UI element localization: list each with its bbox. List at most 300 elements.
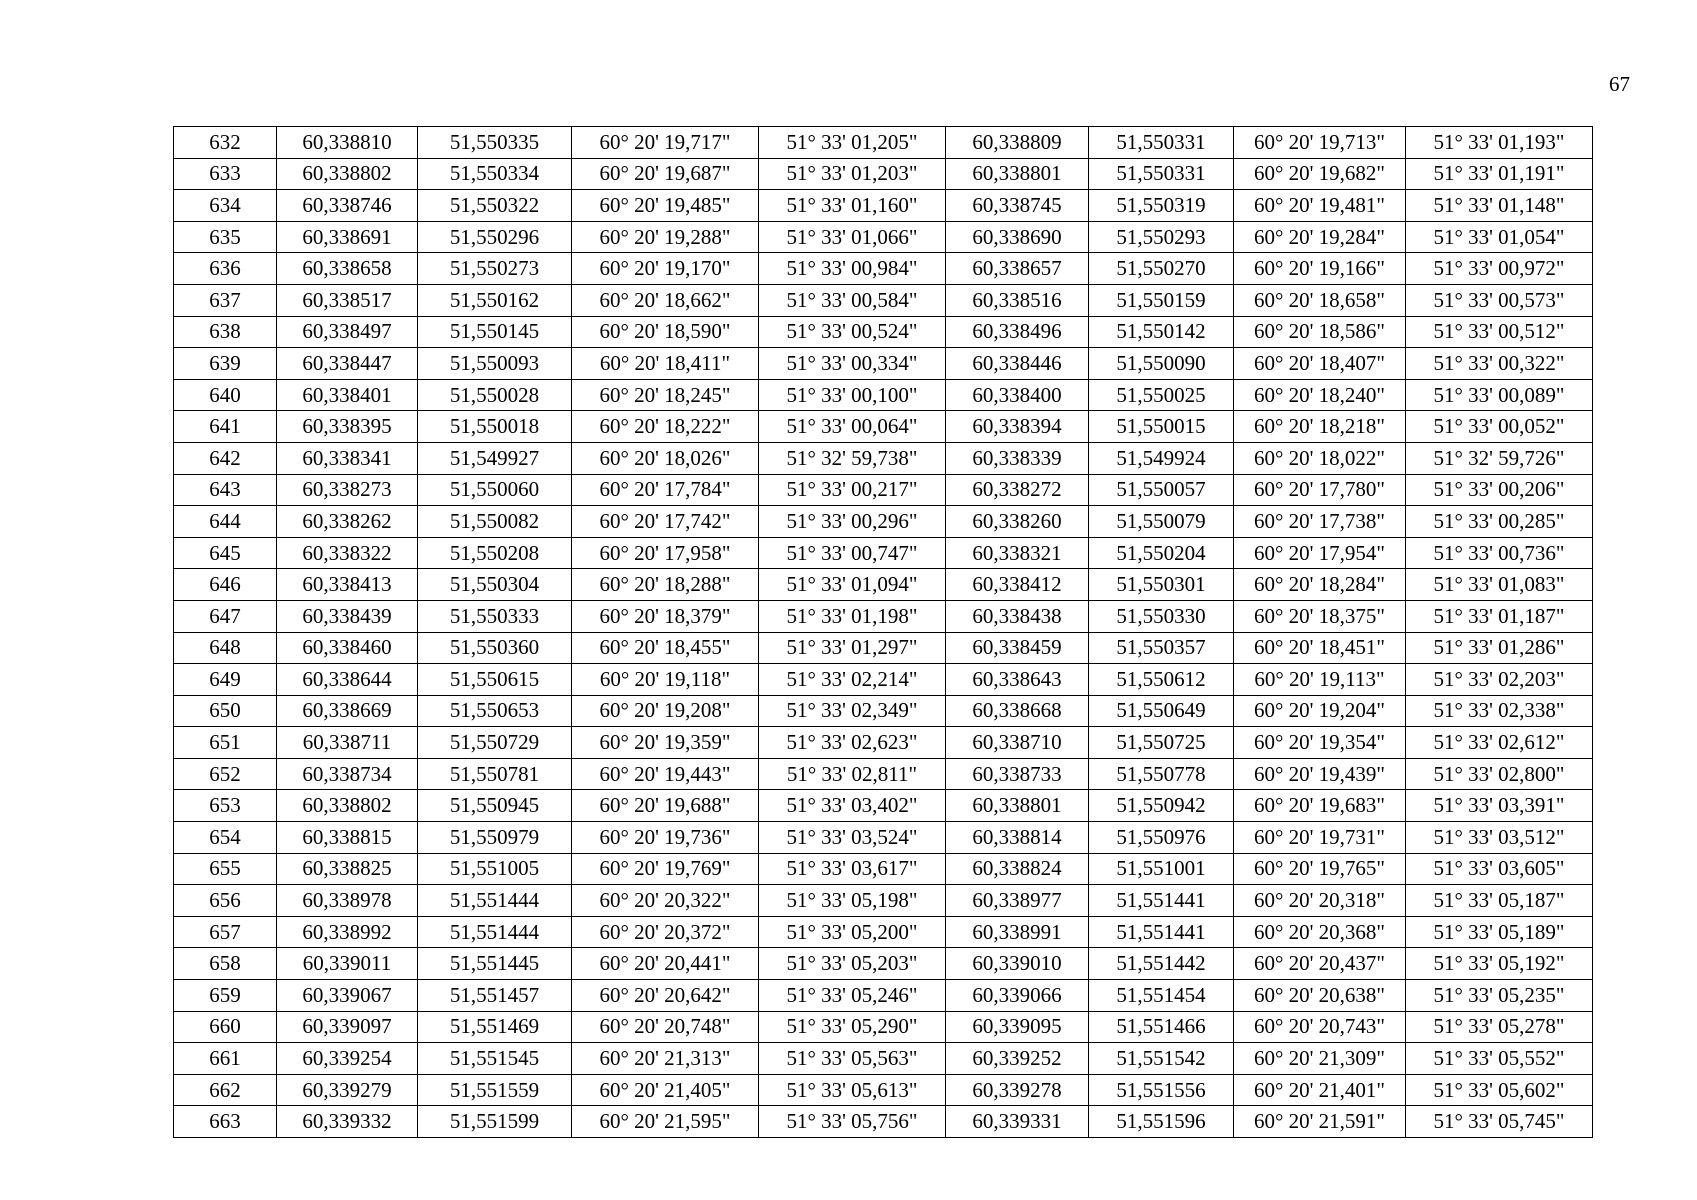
longitude-dms-cell: 51° 33' 01,198" [759,600,946,632]
longitude-decimal-cell: 51,551444 [418,916,572,948]
latitude-dms-cell: 60° 20' 19,688" [572,790,759,822]
longitude-decimal-cell: 51,550653 [418,695,572,727]
longitude-decimal-cell: 51,550304 [418,569,572,601]
longitude-decimal-alt-cell: 51,551466 [1089,1011,1234,1043]
latitude-dms-alt-cell: 60° 20' 18,284" [1234,569,1406,601]
latitude-decimal-cell: 60,338992 [277,916,418,948]
longitude-decimal-alt-cell: 51,550649 [1089,695,1234,727]
latitude-dms-alt-cell: 60° 20' 18,451" [1234,632,1406,664]
latitude-decimal-cell: 60,338322 [277,537,418,569]
latitude-decimal-cell: 60,338644 [277,664,418,696]
longitude-dms-alt-cell: 51° 33' 02,203" [1406,664,1593,696]
longitude-decimal-cell: 51,550729 [418,727,572,759]
longitude-decimal-alt-cell: 51,550090 [1089,348,1234,380]
latitude-dms-cell: 60° 20' 19,359" [572,727,759,759]
longitude-decimal-alt-cell: 51,550976 [1089,822,1234,854]
longitude-dms-alt-cell: 51° 33' 00,322" [1406,348,1593,380]
latitude-decimal-alt-cell: 60,338438 [946,600,1089,632]
longitude-decimal-cell: 51,551599 [418,1106,572,1138]
latitude-decimal-cell: 60,338517 [277,284,418,316]
longitude-dms-cell: 51° 33' 00,100" [759,379,946,411]
longitude-decimal-alt-cell: 51,550612 [1089,664,1234,696]
table-row [174,1074,1593,1106]
longitude-dms-cell: 51° 33' 02,349" [759,695,946,727]
point-number-cell: 663 [174,1106,277,1138]
latitude-dms-alt-cell: 60° 20' 19,354" [1234,727,1406,759]
longitude-dms-alt-cell: 51° 33' 03,391" [1406,790,1593,822]
longitude-dms-alt-cell: 51° 33' 01,083" [1406,569,1593,601]
longitude-decimal-alt-cell: 51,550330 [1089,600,1234,632]
latitude-dms-cell: 60° 20' 19,485" [572,190,759,222]
latitude-decimal-alt-cell: 60,338272 [946,474,1089,506]
longitude-dms-cell: 51° 33' 00,747" [759,537,946,569]
latitude-dms-cell: 60° 20' 19,208" [572,695,759,727]
latitude-dms-cell: 60° 20' 20,748" [572,1011,759,1043]
point-number-cell: 640 [174,379,277,411]
latitude-dms-alt-cell: 60° 20' 17,954" [1234,537,1406,569]
point-number-cell: 655 [174,853,277,885]
table-row [174,253,1593,285]
latitude-dms-alt-cell: 60° 20' 18,658" [1234,284,1406,316]
latitude-dms-alt-cell: 60° 20' 19,204" [1234,695,1406,727]
longitude-decimal-alt-cell: 51,550142 [1089,316,1234,348]
latitude-decimal-alt-cell: 60,339252 [946,1043,1089,1075]
latitude-dms-cell: 60° 20' 19,118" [572,664,759,696]
table-row [174,1106,1593,1138]
point-number-cell: 645 [174,537,277,569]
table-row [174,348,1593,380]
longitude-dms-cell: 51° 33' 05,290" [759,1011,946,1043]
point-number-cell: 639 [174,348,277,380]
latitude-decimal-cell: 60,338460 [277,632,418,664]
point-number-cell: 637 [174,284,277,316]
longitude-dms-cell: 51° 33' 01,203" [759,158,946,190]
longitude-dms-alt-cell: 51° 33' 05,552" [1406,1043,1593,1075]
longitude-dms-alt-cell: 51° 33' 00,573" [1406,284,1593,316]
latitude-decimal-cell: 60,338413 [277,569,418,601]
longitude-dms-alt-cell: 51° 33' 05,602" [1406,1074,1593,1106]
latitude-decimal-cell: 60,339097 [277,1011,418,1043]
latitude-decimal-cell: 60,338658 [277,253,418,285]
latitude-dms-alt-cell: 60° 20' 20,368" [1234,916,1406,948]
latitude-dms-alt-cell: 60° 20' 20,437" [1234,948,1406,980]
latitude-dms-alt-cell: 60° 20' 21,591" [1234,1106,1406,1138]
latitude-dms-alt-cell: 60° 20' 20,638" [1234,980,1406,1012]
latitude-dms-alt-cell: 60° 20' 20,743" [1234,1011,1406,1043]
longitude-decimal-alt-cell: 51,549924 [1089,442,1234,474]
longitude-dms-alt-cell: 51° 33' 01,193" [1406,127,1593,159]
latitude-decimal-cell: 60,338691 [277,221,418,253]
latitude-decimal-alt-cell: 60,338459 [946,632,1089,664]
longitude-decimal-alt-cell: 51,551542 [1089,1043,1234,1075]
table-row [174,569,1593,601]
longitude-decimal-cell: 51,550018 [418,411,572,443]
latitude-dms-alt-cell: 60° 20' 17,780" [1234,474,1406,506]
table-row [174,758,1593,790]
longitude-decimal-alt-cell: 51,551454 [1089,980,1234,1012]
point-number-cell: 636 [174,253,277,285]
longitude-dms-alt-cell: 51° 33' 00,285" [1406,506,1593,538]
table-row [174,442,1593,474]
longitude-dms-cell: 51° 33' 01,094" [759,569,946,601]
longitude-dms-alt-cell: 51° 33' 00,972" [1406,253,1593,285]
point-number-cell: 644 [174,506,277,538]
longitude-dms-alt-cell: 51° 33' 01,187" [1406,600,1593,632]
latitude-decimal-alt-cell: 60,338814 [946,822,1089,854]
point-number-cell: 659 [174,980,277,1012]
longitude-decimal-cell: 51,550360 [418,632,572,664]
latitude-decimal-alt-cell: 60,338516 [946,284,1089,316]
longitude-dms-cell: 51° 33' 05,563" [759,1043,946,1075]
latitude-decimal-cell: 60,338395 [277,411,418,443]
longitude-decimal-alt-cell: 51,550293 [1089,221,1234,253]
latitude-decimal-cell: 60,338746 [277,190,418,222]
latitude-decimal-alt-cell: 60,339066 [946,980,1089,1012]
latitude-decimal-alt-cell: 60,338339 [946,442,1089,474]
point-number-cell: 647 [174,600,277,632]
latitude-dms-cell: 60° 20' 20,642" [572,980,759,1012]
latitude-decimal-alt-cell: 60,338668 [946,695,1089,727]
table-row [174,411,1593,443]
latitude-decimal-cell: 60,338711 [277,727,418,759]
point-number-cell: 662 [174,1074,277,1106]
longitude-decimal-alt-cell: 51,551441 [1089,916,1234,948]
latitude-decimal-alt-cell: 60,338824 [946,853,1089,885]
point-number-cell: 657 [174,916,277,948]
latitude-decimal-cell: 60,339332 [277,1106,418,1138]
longitude-decimal-cell: 51,549927 [418,442,572,474]
table-row [174,158,1593,190]
latitude-dms-alt-cell: 60° 20' 18,022" [1234,442,1406,474]
latitude-decimal-alt-cell: 60,338991 [946,916,1089,948]
longitude-dms-cell: 51° 33' 02,623" [759,727,946,759]
point-number-cell: 641 [174,411,277,443]
latitude-decimal-alt-cell: 60,339278 [946,1074,1089,1106]
longitude-dms-cell: 51° 33' 05,198" [759,885,946,917]
latitude-dms-cell: 60° 20' 19,736" [572,822,759,854]
longitude-dms-alt-cell: 51° 33' 05,745" [1406,1106,1593,1138]
longitude-decimal-alt-cell: 51,550331 [1089,127,1234,159]
longitude-decimal-cell: 51,550296 [418,221,572,253]
longitude-dms-alt-cell: 51° 33' 03,605" [1406,853,1593,885]
latitude-decimal-alt-cell: 60,338496 [946,316,1089,348]
point-number-cell: 634 [174,190,277,222]
latitude-decimal-alt-cell: 60,338745 [946,190,1089,222]
longitude-decimal-alt-cell: 51,550204 [1089,537,1234,569]
latitude-decimal-cell: 60,338439 [277,600,418,632]
longitude-decimal-cell: 51,550335 [418,127,572,159]
longitude-decimal-cell: 51,550334 [418,158,572,190]
latitude-decimal-cell: 60,339254 [277,1043,418,1075]
point-number-cell: 632 [174,127,277,159]
latitude-dms-cell: 60° 20' 17,742" [572,506,759,538]
latitude-decimal-alt-cell: 60,338733 [946,758,1089,790]
latitude-decimal-cell: 60,339011 [277,948,418,980]
table-row [174,885,1593,917]
point-number-cell: 654 [174,822,277,854]
latitude-decimal-alt-cell: 60,338260 [946,506,1089,538]
longitude-dms-alt-cell: 51° 33' 00,052" [1406,411,1593,443]
table-row [174,474,1593,506]
longitude-dms-cell: 51° 33' 05,203" [759,948,946,980]
longitude-dms-cell: 51° 33' 03,617" [759,853,946,885]
table-row [174,853,1593,885]
table-row [174,695,1593,727]
latitude-decimal-cell: 60,338497 [277,316,418,348]
latitude-dms-alt-cell: 60° 20' 19,765" [1234,853,1406,885]
table-row [174,980,1593,1012]
latitude-dms-alt-cell: 60° 20' 19,481" [1234,190,1406,222]
longitude-decimal-alt-cell: 51,550025 [1089,379,1234,411]
table-row [174,790,1593,822]
latitude-dms-alt-cell: 60° 20' 21,309" [1234,1043,1406,1075]
longitude-decimal-alt-cell: 51,551441 [1089,885,1234,917]
latitude-dms-cell: 60° 20' 19,443" [572,758,759,790]
longitude-dms-cell: 51° 33' 00,064" [759,411,946,443]
table-row [174,221,1593,253]
latitude-dms-alt-cell: 60° 20' 19,683" [1234,790,1406,822]
latitude-decimal-cell: 60,338825 [277,853,418,885]
point-number-cell: 635 [174,221,277,253]
latitude-dms-cell: 60° 20' 18,590" [572,316,759,348]
longitude-dms-cell: 51° 33' 01,205" [759,127,946,159]
longitude-decimal-cell: 51,550273 [418,253,572,285]
latitude-dms-alt-cell: 60° 20' 19,682" [1234,158,1406,190]
longitude-dms-alt-cell: 51° 33' 00,736" [1406,537,1593,569]
latitude-dms-alt-cell: 60° 20' 18,586" [1234,316,1406,348]
longitude-dms-cell: 51° 33' 02,811" [759,758,946,790]
longitude-decimal-cell: 51,551469 [418,1011,572,1043]
latitude-decimal-cell: 60,338401 [277,379,418,411]
latitude-dms-cell: 60° 20' 18,026" [572,442,759,474]
longitude-decimal-cell: 51,551559 [418,1074,572,1106]
latitude-dms-alt-cell: 60° 20' 19,713" [1234,127,1406,159]
latitude-decimal-alt-cell: 60,338977 [946,885,1089,917]
latitude-dms-cell: 60° 20' 17,784" [572,474,759,506]
longitude-decimal-alt-cell: 51,550942 [1089,790,1234,822]
longitude-dms-cell: 51° 33' 03,524" [759,822,946,854]
latitude-decimal-cell: 60,338815 [277,822,418,854]
longitude-decimal-alt-cell: 51,551442 [1089,948,1234,980]
table-row [174,727,1593,759]
latitude-dms-alt-cell: 60° 20' 18,240" [1234,379,1406,411]
latitude-dms-cell: 60° 20' 18,411" [572,348,759,380]
longitude-dms-cell: 51° 33' 00,334" [759,348,946,380]
latitude-dms-cell: 60° 20' 18,455" [572,632,759,664]
longitude-decimal-alt-cell: 51,550057 [1089,474,1234,506]
table-row [174,127,1593,159]
table-row [174,822,1593,854]
longitude-dms-cell: 51° 33' 00,984" [759,253,946,285]
longitude-decimal-alt-cell: 51,550015 [1089,411,1234,443]
longitude-decimal-cell: 51,550162 [418,284,572,316]
latitude-decimal-cell: 60,339279 [277,1074,418,1106]
longitude-dms-cell: 51° 32' 59,738" [759,442,946,474]
latitude-decimal-cell: 60,338447 [277,348,418,380]
table-row [174,632,1593,664]
longitude-decimal-alt-cell: 51,550270 [1089,253,1234,285]
longitude-decimal-alt-cell: 51,551596 [1089,1106,1234,1138]
latitude-dms-alt-cell: 60° 20' 17,738" [1234,506,1406,538]
latitude-decimal-alt-cell: 60,338657 [946,253,1089,285]
latitude-dms-cell: 60° 20' 18,245" [572,379,759,411]
latitude-dms-alt-cell: 60° 20' 21,401" [1234,1074,1406,1106]
longitude-dms-cell: 51° 33' 03,402" [759,790,946,822]
longitude-decimal-cell: 51,550781 [418,758,572,790]
longitude-decimal-cell: 51,551444 [418,885,572,917]
longitude-decimal-cell: 51,550945 [418,790,572,822]
latitude-dms-alt-cell: 60° 20' 18,407" [1234,348,1406,380]
latitude-decimal-cell: 60,338802 [277,790,418,822]
latitude-dms-cell: 60° 20' 18,662" [572,284,759,316]
latitude-dms-cell: 60° 20' 20,441" [572,948,759,980]
longitude-decimal-cell: 51,550028 [418,379,572,411]
point-number-cell: 638 [174,316,277,348]
table-row [174,1043,1593,1075]
longitude-dms-cell: 51° 33' 01,160" [759,190,946,222]
longitude-dms-cell: 51° 33' 05,756" [759,1106,946,1138]
latitude-decimal-alt-cell: 60,338394 [946,411,1089,443]
longitude-dms-alt-cell: 51° 33' 05,189" [1406,916,1593,948]
latitude-decimal-cell: 60,338262 [277,506,418,538]
latitude-dms-alt-cell: 60° 20' 18,375" [1234,600,1406,632]
table-row [174,664,1593,696]
longitude-dms-alt-cell: 51° 33' 05,187" [1406,885,1593,917]
longitude-decimal-alt-cell: 51,550357 [1089,632,1234,664]
coordinates-table-body [174,127,1593,1138]
longitude-decimal-cell: 51,550333 [418,600,572,632]
longitude-decimal-cell: 51,550145 [418,316,572,348]
latitude-decimal-cell: 60,339067 [277,980,418,1012]
latitude-decimal-cell: 60,338273 [277,474,418,506]
point-number-cell: 660 [174,1011,277,1043]
table-row [174,916,1593,948]
longitude-decimal-cell: 51,550060 [418,474,572,506]
longitude-dms-alt-cell: 51° 33' 02,800" [1406,758,1593,790]
longitude-dms-alt-cell: 51° 33' 02,338" [1406,695,1593,727]
latitude-decimal-alt-cell: 60,338643 [946,664,1089,696]
table-row [174,316,1593,348]
longitude-decimal-alt-cell: 51,550301 [1089,569,1234,601]
point-number-cell: 643 [174,474,277,506]
latitude-dms-cell: 60° 20' 19,717" [572,127,759,159]
latitude-decimal-cell: 60,338734 [277,758,418,790]
point-number-cell: 658 [174,948,277,980]
longitude-decimal-cell: 51,551545 [418,1043,572,1075]
point-number-cell: 649 [174,664,277,696]
longitude-decimal-cell: 51,550615 [418,664,572,696]
latitude-dms-alt-cell: 60° 20' 19,166" [1234,253,1406,285]
latitude-decimal-cell: 60,338810 [277,127,418,159]
latitude-dms-cell: 60° 20' 21,313" [572,1043,759,1075]
latitude-dms-alt-cell: 60° 20' 19,113" [1234,664,1406,696]
longitude-dms-alt-cell: 51° 33' 05,192" [1406,948,1593,980]
latitude-dms-cell: 60° 20' 21,595" [572,1106,759,1138]
latitude-decimal-alt-cell: 60,339095 [946,1011,1089,1043]
latitude-decimal-alt-cell: 60,338412 [946,569,1089,601]
latitude-dms-cell: 60° 20' 18,288" [572,569,759,601]
latitude-dms-cell: 60° 20' 17,958" [572,537,759,569]
point-number-cell: 661 [174,1043,277,1075]
longitude-decimal-alt-cell: 51,551556 [1089,1074,1234,1106]
latitude-decimal-alt-cell: 60,338801 [946,790,1089,822]
latitude-decimal-alt-cell: 60,338400 [946,379,1089,411]
longitude-dms-cell: 51° 33' 00,524" [759,316,946,348]
latitude-dms-alt-cell: 60° 20' 20,318" [1234,885,1406,917]
latitude-decimal-alt-cell: 60,338809 [946,127,1089,159]
longitude-dms-cell: 51° 33' 05,200" [759,916,946,948]
point-number-cell: 651 [174,727,277,759]
point-number-cell: 633 [174,158,277,190]
latitude-decimal-cell: 60,338669 [277,695,418,727]
longitude-dms-alt-cell: 51° 33' 01,191" [1406,158,1593,190]
longitude-dms-alt-cell: 51° 32' 59,726" [1406,442,1593,474]
table-row [174,537,1593,569]
longitude-dms-alt-cell: 51° 33' 05,235" [1406,980,1593,1012]
table-row [174,600,1593,632]
longitude-dms-alt-cell: 51° 33' 00,089" [1406,379,1593,411]
point-number-cell: 646 [174,569,277,601]
longitude-dms-cell: 51° 33' 02,214" [759,664,946,696]
longitude-dms-alt-cell: 51° 33' 00,512" [1406,316,1593,348]
table-row [174,284,1593,316]
longitude-decimal-alt-cell: 51,551001 [1089,853,1234,885]
latitude-dms-cell: 60° 20' 20,372" [572,916,759,948]
longitude-decimal-cell: 51,550979 [418,822,572,854]
longitude-decimal-cell: 51,550208 [418,537,572,569]
page-number: 67 [1609,72,1630,96]
longitude-decimal-alt-cell: 51,550319 [1089,190,1234,222]
longitude-dms-alt-cell: 51° 33' 02,612" [1406,727,1593,759]
longitude-decimal-cell: 51,551457 [418,980,572,1012]
table-row [174,948,1593,980]
longitude-dms-alt-cell: 51° 33' 00,206" [1406,474,1593,506]
latitude-decimal-alt-cell: 60,339010 [946,948,1089,980]
longitude-dms-cell: 51° 33' 05,613" [759,1074,946,1106]
longitude-decimal-alt-cell: 51,550778 [1089,758,1234,790]
table-row [174,1011,1593,1043]
longitude-decimal-cell: 51,551445 [418,948,572,980]
point-number-cell: 652 [174,758,277,790]
latitude-dms-cell: 60° 20' 21,405" [572,1074,759,1106]
table-row [174,506,1593,538]
longitude-decimal-cell: 51,550322 [418,190,572,222]
coordinates-table [173,126,1593,1138]
latitude-dms-alt-cell: 60° 20' 19,284" [1234,221,1406,253]
longitude-dms-alt-cell: 51° 33' 05,278" [1406,1011,1593,1043]
latitude-dms-cell: 60° 20' 18,379" [572,600,759,632]
latitude-dms-cell: 60° 20' 19,170" [572,253,759,285]
latitude-dms-cell: 60° 20' 18,222" [572,411,759,443]
latitude-dms-cell: 60° 20' 19,687" [572,158,759,190]
longitude-dms-cell: 51° 33' 01,066" [759,221,946,253]
point-number-cell: 642 [174,442,277,474]
latitude-dms-alt-cell: 60° 20' 19,439" [1234,758,1406,790]
longitude-dms-alt-cell: 51° 33' 01,286" [1406,632,1593,664]
table-row [174,190,1593,222]
longitude-dms-cell: 51° 33' 01,297" [759,632,946,664]
latitude-decimal-cell: 60,338802 [277,158,418,190]
longitude-decimal-cell: 51,551005 [418,853,572,885]
latitude-decimal-alt-cell: 60,338446 [946,348,1089,380]
table-row [174,379,1593,411]
longitude-dms-cell: 51° 33' 00,296" [759,506,946,538]
latitude-decimal-alt-cell: 60,338801 [946,158,1089,190]
latitude-decimal-cell: 60,338341 [277,442,418,474]
longitude-dms-cell: 51° 33' 00,217" [759,474,946,506]
latitude-dms-alt-cell: 60° 20' 18,218" [1234,411,1406,443]
latitude-decimal-cell: 60,338978 [277,885,418,917]
